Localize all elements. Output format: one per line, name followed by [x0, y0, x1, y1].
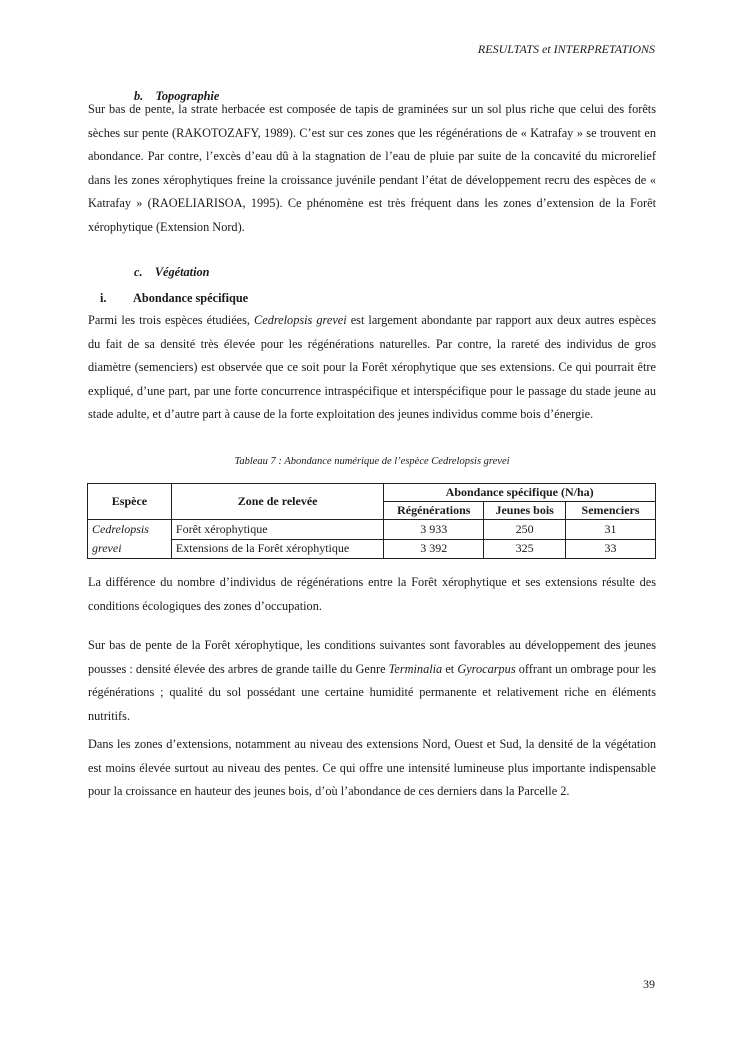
zone-cell: Forêt xérophytique	[171, 520, 383, 540]
paragraph-text: Parmi les trois espèces étudiées,	[88, 313, 250, 327]
abundance-table	[87, 483, 656, 559]
paragraph-text: est largement abondante par rapport aux deux autres espèces du fait de sa densité très élevée pour les régénérations naturelles. Par contre, la rareté des individus de gros diamètre (semenciers) est observée que ce soit pour la Forêt xérophytique que ses extensions. Ce qui pourrait être expliqué, d’une part, par une forte concurrence intraspécifique et interspécifique pour le passage du stade jeune au stade adulte, et d’autre part à cause de la forte exploitation des jeunes individus comme bois d’énergie.	[88, 313, 657, 422]
table-header-row	[88, 484, 656, 502]
paragraph-extensions: Dans les zones d’extensions, notamment au niveau des extensions Nord, Ouest et Sud, la densité de la végétation est moins élevée surtout au niveau des pentes. Ce qui offre une intensité lumineuse plus importante indispensable pour la croissance en hauteur des jeunes bois, d’où l’abondance de ces derniers dans la Parcelle 2.	[88, 737, 656, 799]
column-header-regenerations: Régénérations	[384, 502, 484, 520]
paragraph-text: Sur bas de pente de la Forêt xérophytique, les conditions suivantes sont favorables au développement des jeunes pousses : densité élevée des arbres de grande taille du Genre	[88, 638, 656, 676]
column-header-species: Espèce	[88, 484, 172, 520]
subheading-number: i.	[100, 291, 107, 305]
species-name: Cedrelopsis grevei	[254, 313, 347, 327]
heading-number: b.	[134, 89, 144, 103]
subheading-title: Abondance spécifique	[133, 291, 249, 305]
page-number: 39	[643, 977, 655, 991]
heading-vegetation	[134, 265, 210, 280]
genus-name: Gyrocarpus	[457, 661, 516, 676]
semenciers-cell: 31	[566, 520, 656, 540]
column-header-semenciers: Semenciers	[566, 502, 656, 520]
heading-title: Végétation	[154, 265, 210, 279]
semenciers-cell: 33	[566, 539, 656, 559]
species-name: grevei	[92, 541, 122, 555]
species-cell	[88, 520, 172, 559]
paragraph-difference: La différence du nombre d’individus de régénérations entre la Forêt xérophytique et ses extensions résulte des conditions écologiques des zones d’occupation.	[88, 575, 656, 613]
heading-title: Topographie	[155, 89, 220, 103]
paragraph-text: et	[445, 661, 455, 676]
paragraph-abondance	[88, 309, 656, 427]
table-row	[88, 539, 656, 559]
paragraph-topographie: Sur bas de pente, la strate herbacée est composée de tapis de graminées sur un sol plus riche que celui des forêts sèches sur pente (RAKOTOZAFY, 1989). C’est sur ces zones que les régénérations de « Katrafay » se trouvent en abondance. Par contre, l’excès d’eau dû à la stagnation de l’eau de pluie par suite de la concavité du microrelief dans les zones xérophytiques freine la croissance juvénile pendant l’état de développement recru des espèces de « Katrafay » (RAOELIARISOA, 1995). Ce phénomène est très fréquent dans les zones d’extension de la Forêt xérophytique (Extension Nord).	[88, 102, 656, 234]
table-row	[88, 520, 656, 540]
regenerations-cell: 3 392	[384, 539, 484, 559]
heading-abondance-specifique	[100, 291, 248, 306]
regenerations-cell: 3 933	[384, 520, 484, 540]
jeunes-bois-cell: 325	[484, 539, 566, 559]
paragraph-bas-de-pente	[88, 634, 656, 728]
zone-cell: Extensions de la Forêt xérophytique	[171, 539, 383, 559]
species-name: Cedrelopsis	[92, 522, 149, 536]
column-header-group: Abondance spécifique (N/ha)	[384, 484, 656, 502]
heading-number: c.	[134, 265, 143, 279]
jeunes-bois-cell: 250	[484, 520, 566, 540]
genus-name: Terminalia	[388, 661, 443, 676]
column-header-zone: Zone de relevée	[171, 484, 383, 520]
table-caption: Tableau 7 : Abondance numérique de l’espèce Cedrelopsis grevei	[234, 456, 510, 467]
paragraph-text: offrant un ombrage pour les régénérations ; qualité du sol possédant une certaine humidité permanente et relativement riche en éléments nutritifs.	[88, 661, 656, 723]
running-header: RESULTATS et INTERPRETATIONS	[477, 42, 655, 56]
column-header-jeunes-bois: Jeunes bois	[484, 502, 566, 520]
